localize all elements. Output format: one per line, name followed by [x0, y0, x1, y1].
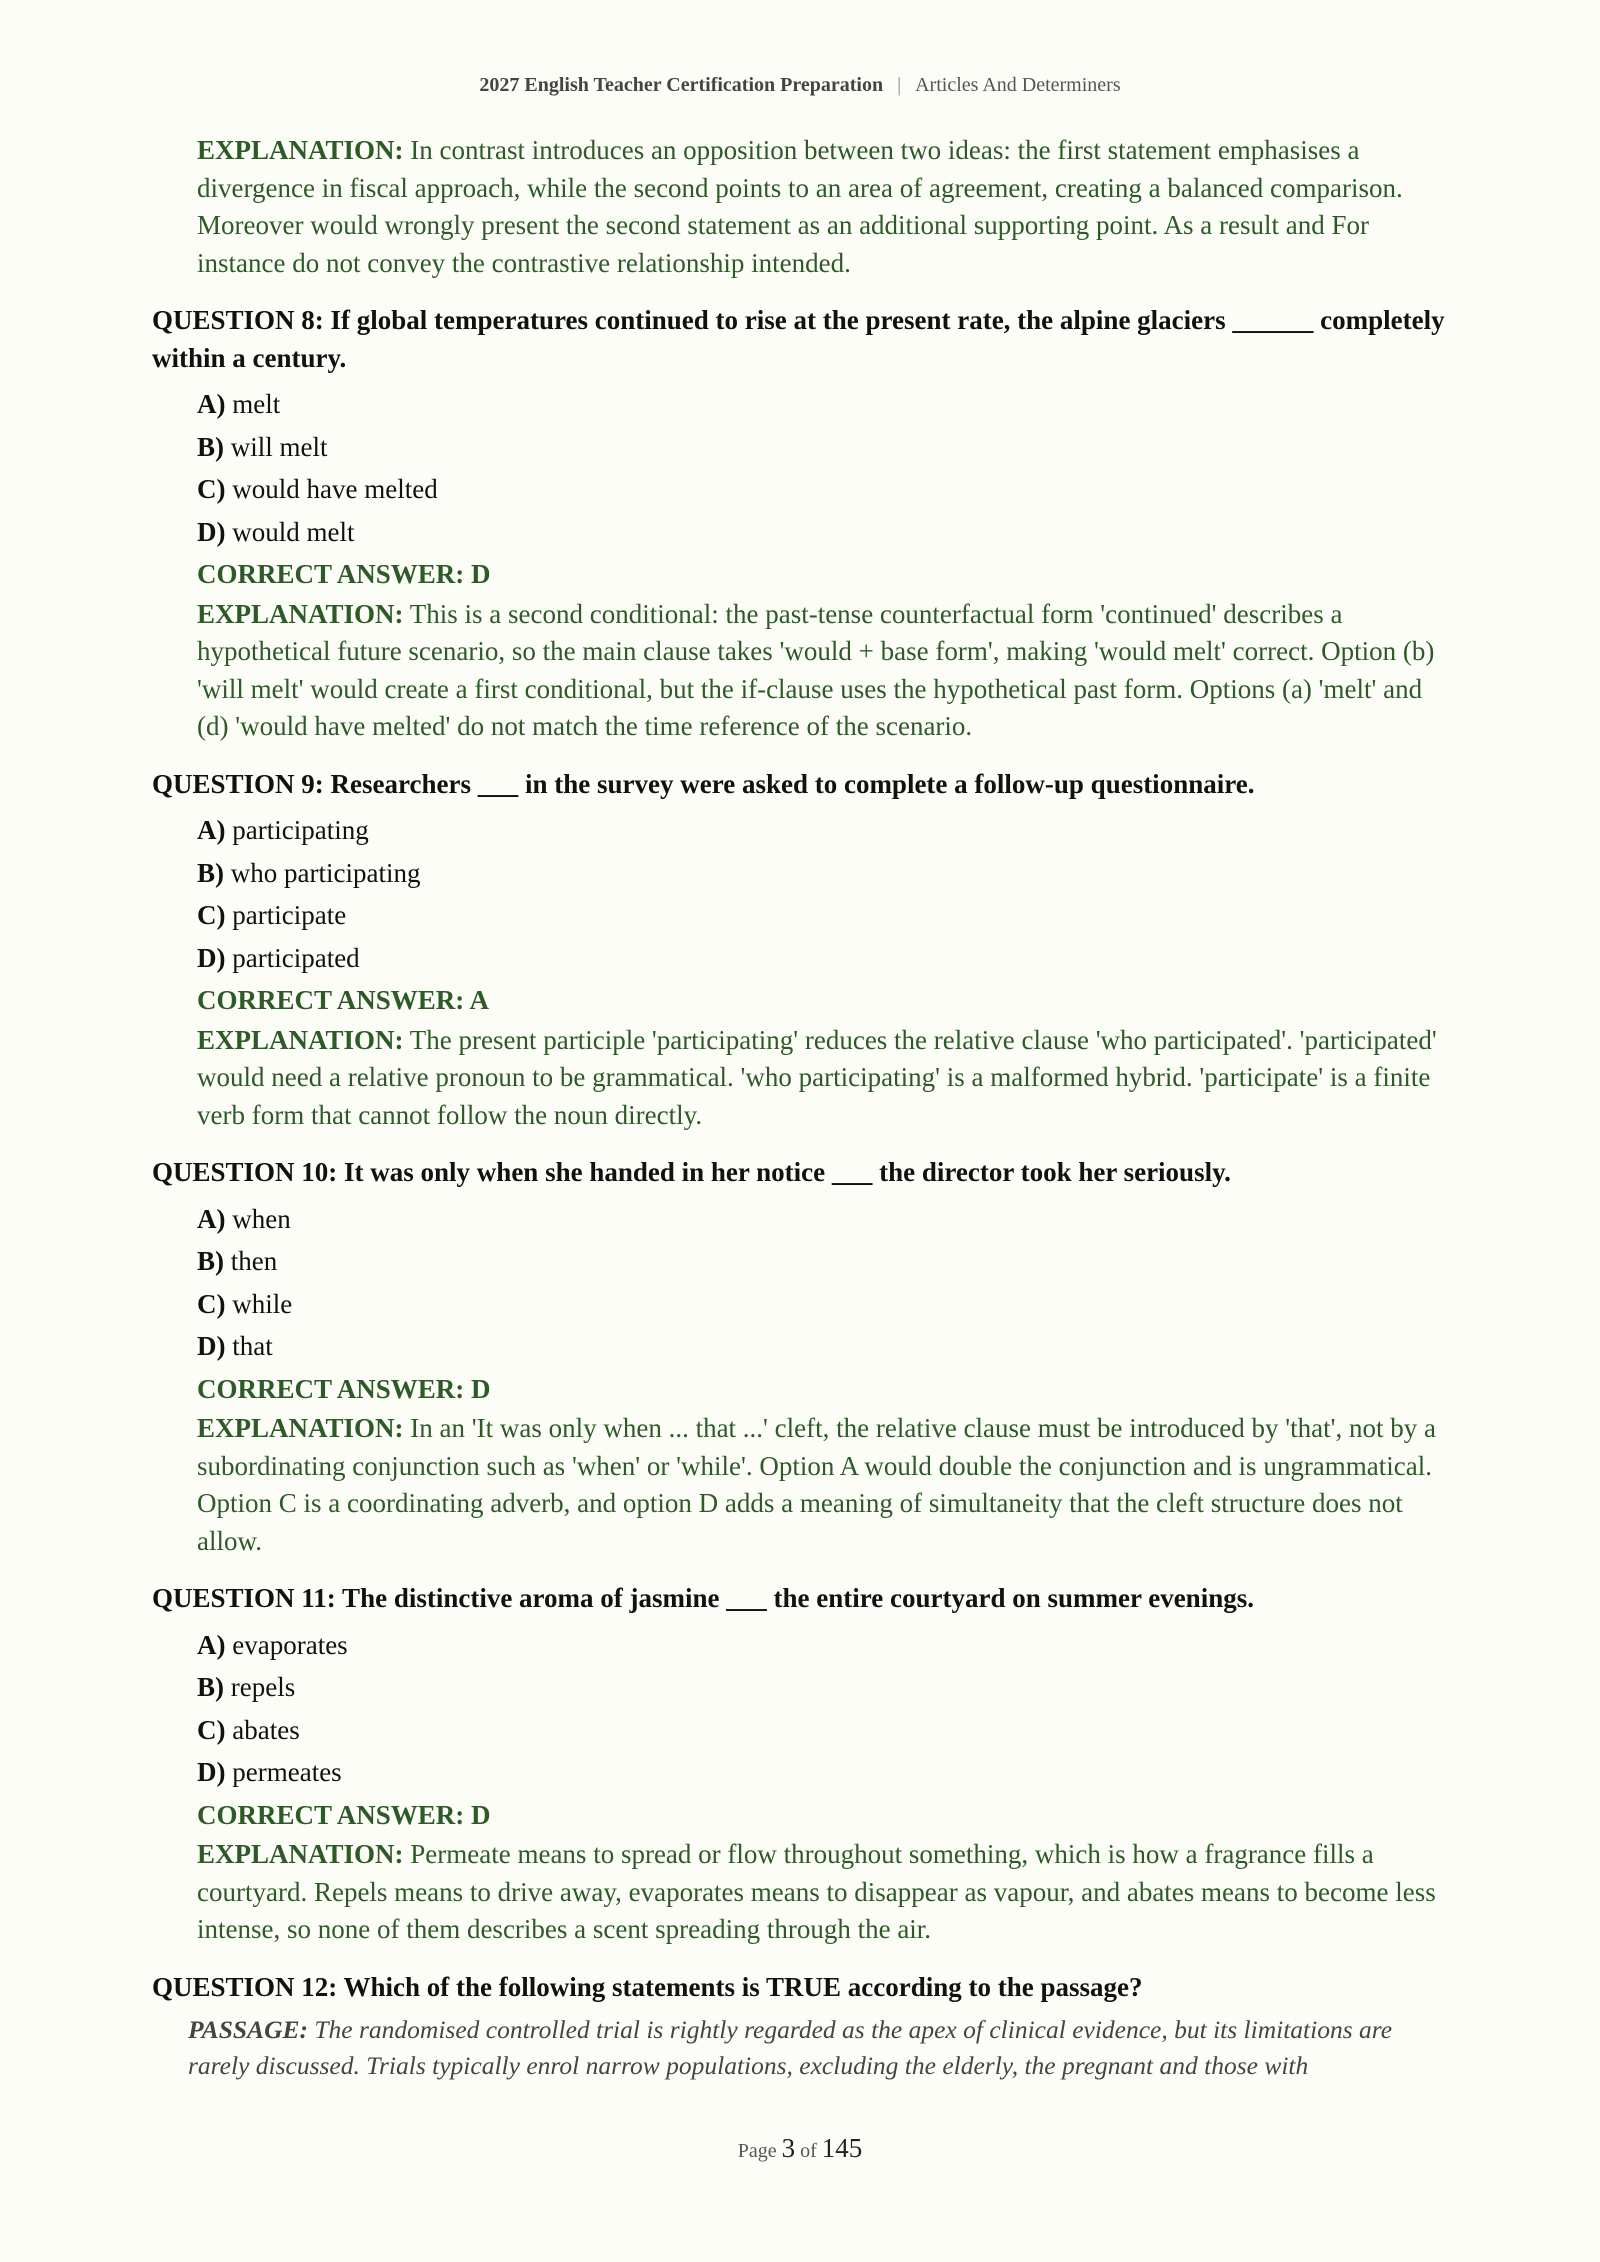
explanation-label: EXPLANATION: [197, 1413, 404, 1443]
question-title: QUESTION 11: The distinctive aroma of jasmine ___ the entire courtyard on summer evenings. [152, 1583, 1254, 1613]
correct-answer: CORRECT ANSWER: D [197, 559, 491, 589]
explanation-text: Permeate means to spread or flow throughout something, which is how a fragrance fills a courtyard. Repels means to drive away, evaporates means to disappear as vapour, and abates means to become less intense, so none of them describes a scent spreading through the air. [197, 1839, 1436, 1944]
option-d: D) would melt [197, 516, 355, 547]
passage-block [188, 2012, 1448, 2084]
explanation-label: EXPLANATION: [197, 1839, 404, 1869]
explanation-label: EXPLANATION: [197, 135, 404, 165]
option-a: A) evaporates [197, 1629, 348, 1660]
option-c: C) while [197, 1288, 293, 1319]
explanation-text: The present participle 'participating' reduces the relative clause 'who participated'. 'participated' would need a relative pronoun to be grammatical. 'who participating' is a malformed hybrid. 'participate' is a finite verb form that cannot follow the noun directly. [197, 1024, 1437, 1130]
option-d: D) participated [197, 942, 360, 973]
option-b: B) then [197, 1246, 278, 1276]
question-title: QUESTION 12: Which of the following statements is TRUE according to the passage? [152, 1971, 1143, 2002]
page-header [0, 74, 1600, 97]
total-pages: 145 [821, 2133, 863, 2163]
explanation-text: This is a second conditional: the past-tense counterfactual form 'continued' describes a hypothetical future scenario, so the main clause takes 'would + base form', making 'would melt' correct. Option (b) 'will melt' would create a first conditional, but the if-clause uses the hypothetical past form. Options (a) 'melt' and (d) 'would have melted' do not match the time reference of the scenario. [197, 598, 1435, 741]
question-title: QUESTION 9: Researchers ___ in the survey were asked to complete a follow-up questionnaire. [152, 768, 1255, 799]
header-section: Articles And Determiners [915, 74, 1121, 96]
option-b: B) who participating [197, 857, 421, 888]
correct-answer: CORRECT ANSWER: A [197, 985, 490, 1015]
explanation-label: EXPLANATION: [197, 1024, 404, 1055]
explanation-block [197, 1410, 1448, 1560]
explanation-block [197, 1022, 1448, 1135]
option-d: D) that [197, 1331, 273, 1361]
explanation-block [197, 596, 1448, 746]
option-c: C) would have melted [197, 474, 438, 504]
explanation-label: EXPLANATION: [197, 598, 404, 629]
option-c: C) abates [197, 1714, 300, 1745]
option-d: D) permeates [197, 1757, 342, 1787]
option-c: C) participate [197, 900, 347, 930]
option-a: A) melt [197, 389, 281, 419]
of-word: of [800, 2140, 817, 2162]
passage-text: The randomised controlled trial is rightly regarded as the apex of clinical evidence, but its limitations are rarely discussed. Trials typically enrol narrow populations, excluding the elderly, the pregnant and those with [188, 2015, 1393, 2080]
question-title: QUESTION 10: It was only when she handed in her notice ___ the director took her seriously. [152, 1157, 1231, 1187]
correct-answer: CORRECT ANSWER: D [197, 1799, 491, 1830]
option-b: B) repels [197, 1672, 296, 1702]
correct-answer: CORRECT ANSWER: D [197, 1373, 491, 1404]
option-a: A) participating [197, 815, 369, 845]
explanation-block [197, 132, 1448, 282]
header-separator: | [897, 74, 902, 96]
option-b: B) will melt [197, 431, 328, 462]
option-a: A) when [197, 1203, 291, 1234]
explanation-text: In contrast introduces an opposition between two ideas: the first statement emphasises a divergence in fiscal approach, while the second points to an area of agreement, creating a balanced comparison. Moreover would wrongly present the second statement as an additional supporting point. As a result and For instance do not convey the contrastive relationship intended. [197, 135, 1403, 278]
header-title: 2027 English Teacher Certification Preparation [479, 74, 884, 96]
page-number: 3 [781, 2133, 796, 2163]
passage-label: PASSAGE: [188, 2015, 308, 2044]
explanation-block [197, 1836, 1448, 1949]
page-footer [0, 2133, 1600, 2164]
explanation-text: In an 'It was only when ... that ...' cleft, the relative clause must be introduced by 'that', not by a subordinating conjunction such as 'when' or 'while'. Option A would double the conjunction and is ungrammatical. Option C is a coordinating adverb, and option D adds a meaning of simultaneity that the cleft structure does not allow. [197, 1413, 1436, 1556]
page-word: Page [737, 2140, 777, 2162]
question-title: QUESTION 8: If global temperatures continued to rise at the present rate, the alpine glaciers ______ completely within a century. [152, 305, 1445, 373]
page-content [152, 132, 1448, 2084]
